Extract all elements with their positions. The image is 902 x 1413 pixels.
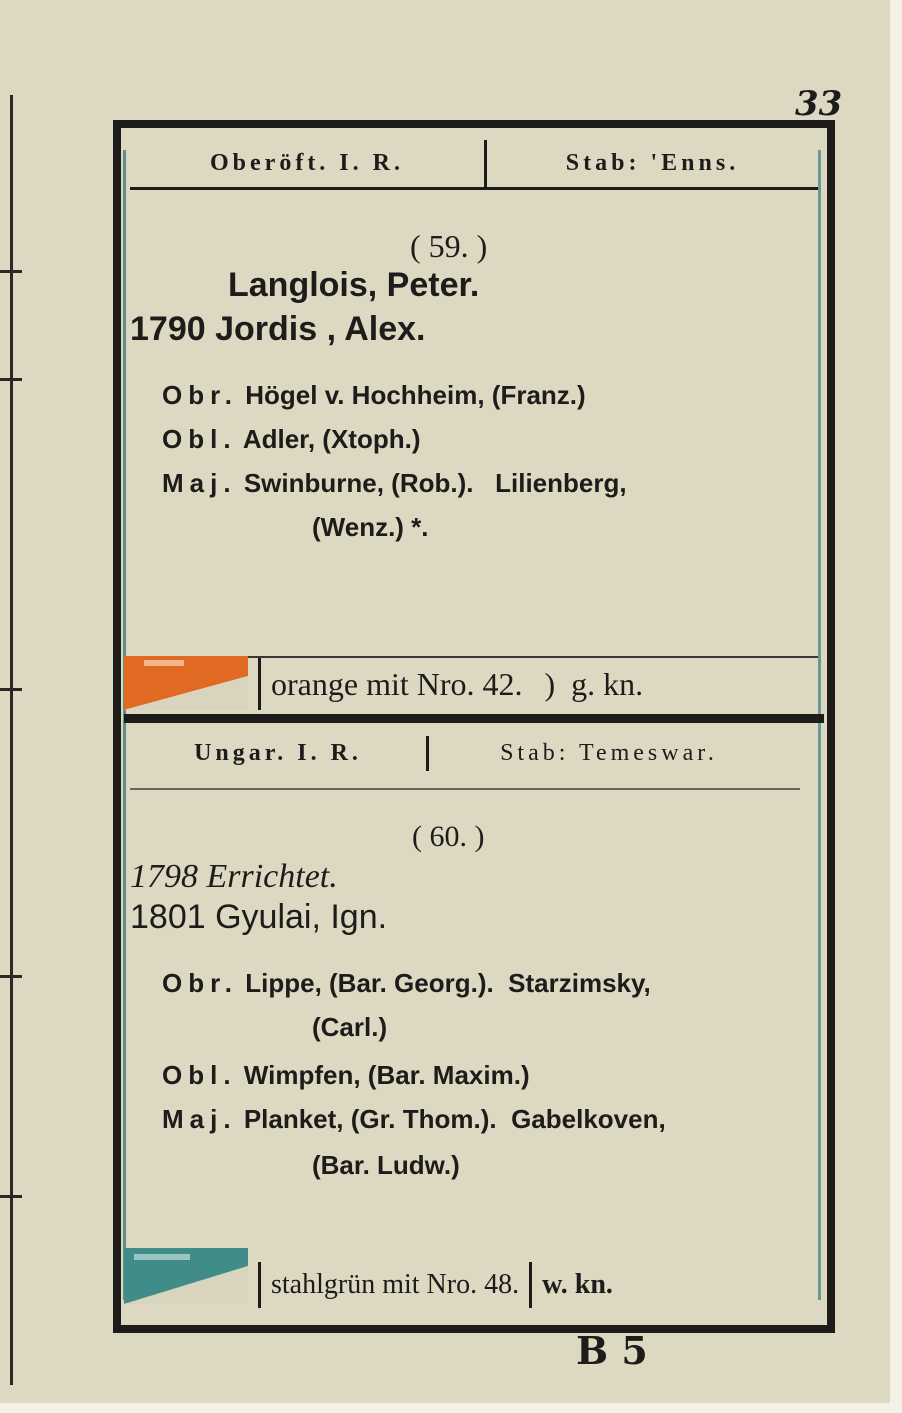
binding-tick [0, 378, 22, 381]
proprietor-line: Langlois, Peter. [228, 266, 480, 304]
regiment-number: ( 60. ) [412, 820, 485, 853]
staff-location: Stab: 'Enns. [565, 150, 740, 176]
facing-swatch-graphic [124, 656, 248, 710]
button-color: w. kn. [542, 1269, 613, 1300]
officer-row [312, 1012, 387, 1043]
officer-names: Högel v. Hochheim, (Franz.) [245, 380, 586, 410]
officer-names: Swinburne, (Rob.). Lilienberg, [243, 468, 627, 498]
proprietor-line: 1801 Gyulai, Ign. [130, 898, 388, 936]
regiment-name: Ungar. I. R. [194, 739, 362, 766]
binding-tick [0, 688, 22, 691]
officer-rank: Maj. [162, 468, 237, 498]
officer-rank: Obl. [162, 1060, 237, 1090]
regiment-name: Oberöft. I. R. [210, 150, 404, 176]
facing-divider [258, 1262, 261, 1308]
officer-row [162, 468, 627, 499]
binding-tick [0, 270, 22, 273]
officer-row [162, 968, 651, 999]
staff-location: Stab: Temeswar. [500, 739, 718, 766]
binding-tick [0, 975, 22, 978]
page-number: 33 [795, 84, 843, 124]
officer-names: Adler, (Xtoph.) [242, 424, 421, 454]
regiment-header [130, 140, 818, 190]
officer-names: (Wenz.) *. [312, 512, 429, 542]
officer-rank: Obl. [162, 424, 237, 454]
officer-rank: Obr. [162, 380, 239, 410]
regiment-header [130, 728, 818, 778]
officer-rank: Maj. [162, 1104, 237, 1134]
officer-names: (Carl.) [312, 1012, 388, 1042]
facing-description [248, 1262, 818, 1308]
proprietor-line: 1790 Jordis , Alex. [130, 310, 426, 348]
facing-text: stahlgrün mit Nro. 48. [271, 1269, 520, 1300]
officer-row [162, 1104, 666, 1135]
section-separator [124, 714, 824, 723]
header-underline [130, 788, 800, 790]
color-guideline-right [818, 150, 821, 1300]
color-guideline-left [123, 150, 126, 1300]
officer-names: Lippe, (Bar. Georg.). Starzimsky, [245, 968, 651, 998]
officer-names: Planket, (Gr. Thom.). Gabelkoven, [243, 1104, 666, 1134]
officer-names: (Bar. Ludw.) [312, 1150, 460, 1180]
officer-row [162, 380, 586, 411]
officer-names: Wimpfen, (Bar. Maxim.) [243, 1060, 530, 1090]
button-divider [529, 1262, 532, 1308]
officer-row [312, 512, 429, 543]
officer-rank: Obr. [162, 968, 239, 998]
facing-swatch-graphic [124, 1248, 248, 1304]
facing-divider [258, 658, 261, 710]
facing-text: orange mit Nro. 42. [271, 665, 523, 702]
binding-spine [10, 95, 13, 1385]
history-line: 1798 Errichtet. [130, 858, 338, 895]
regiment-number: ( 59. ) [410, 228, 488, 264]
button-separator: ) [544, 665, 556, 702]
printer-signature: B 5 [576, 1328, 648, 1373]
officer-row [312, 1150, 460, 1181]
facing-description [248, 656, 818, 710]
officer-row [162, 424, 421, 455]
binding-tick [0, 1195, 22, 1198]
button-color: g. kn. [571, 665, 644, 702]
officer-row [162, 1060, 530, 1091]
facing-color-swatch [124, 656, 248, 710]
facing-color-swatch [124, 1248, 248, 1304]
